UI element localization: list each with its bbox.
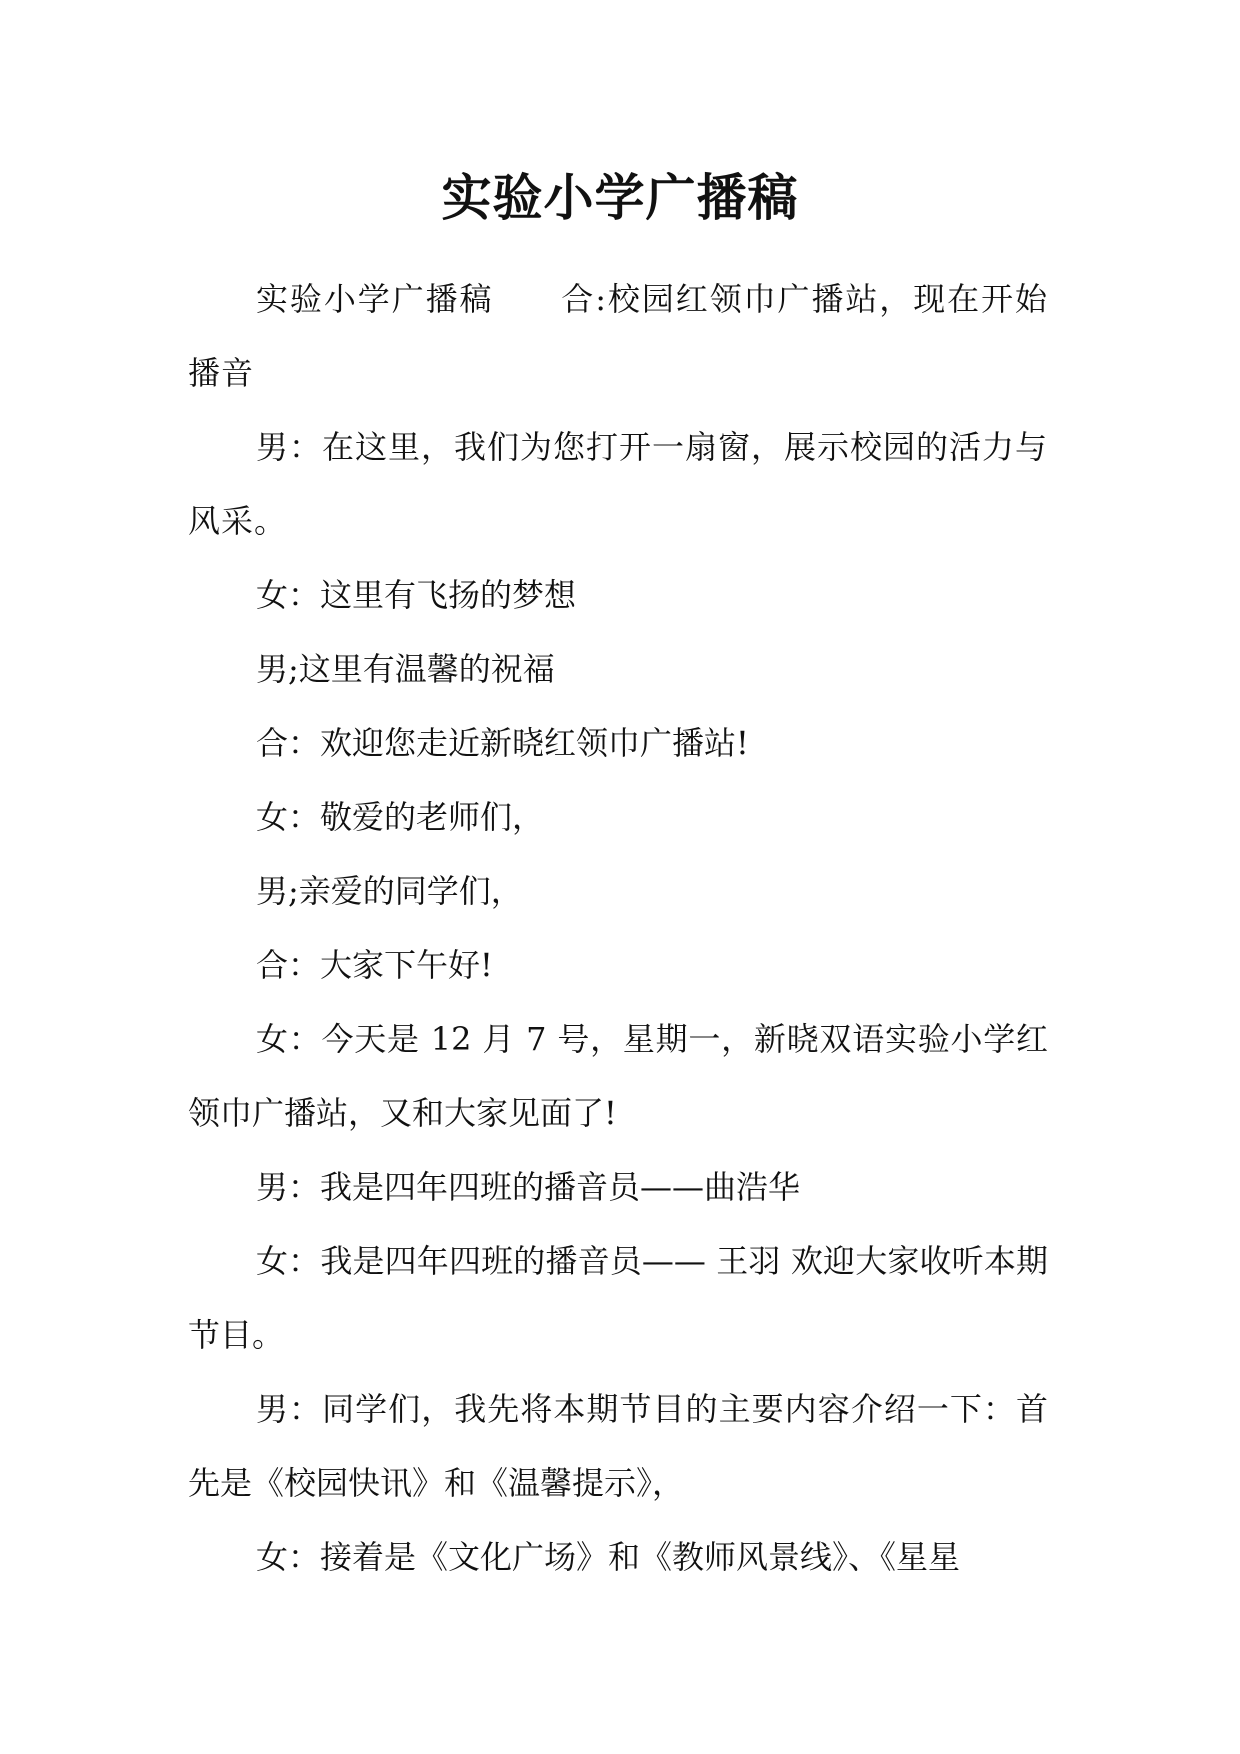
paragraph-1: 实验小学广播稿 合:校园红领巾广播站，现在开始播音 (188, 280, 1048, 392)
paragraph-7: 男;亲爱的同学们， (256, 872, 523, 910)
paragraph-4: 男;这里有温馨的祝福 (256, 650, 555, 688)
paragraph-6: 女：敬爱的老师们， (256, 798, 545, 836)
paragraph-2: 男：在这里，我们为您打开一扇窗，展示校园的活力与风采。 (188, 428, 1049, 540)
paragraph-5: 合：欢迎您走近新晓红领巾广播站! (256, 724, 749, 762)
paragraph-9: 女：今天是 12 月 7 号，星期一，新晓双语实验小学红领巾广播站，又和大家见面了! (188, 1020, 1048, 1132)
paragraph-11: 女：我是四年四班的播音员—— 王羽 欢迎大家收听本期节目。 (188, 1242, 1048, 1354)
paragraph-12: 男：同学们，我先将本期节目的主要内容介绍一下：首先是《校园快讯》和《温馨提示》， (188, 1390, 1048, 1502)
paragraph-10: 男：我是四年四班的播音员——曲浩华 (256, 1168, 801, 1206)
document-title: 实验小学广播稿 (441, 168, 799, 227)
paragraph-8: 合：大家下午好! (256, 946, 493, 984)
paragraph-3: 女：这里有飞扬的梦想 (256, 576, 577, 614)
document-body (188, 262, 1048, 1594)
paragraph-13: 女：接着是《文化广场》和《教师风景线》、《星星 (256, 1538, 961, 1576)
